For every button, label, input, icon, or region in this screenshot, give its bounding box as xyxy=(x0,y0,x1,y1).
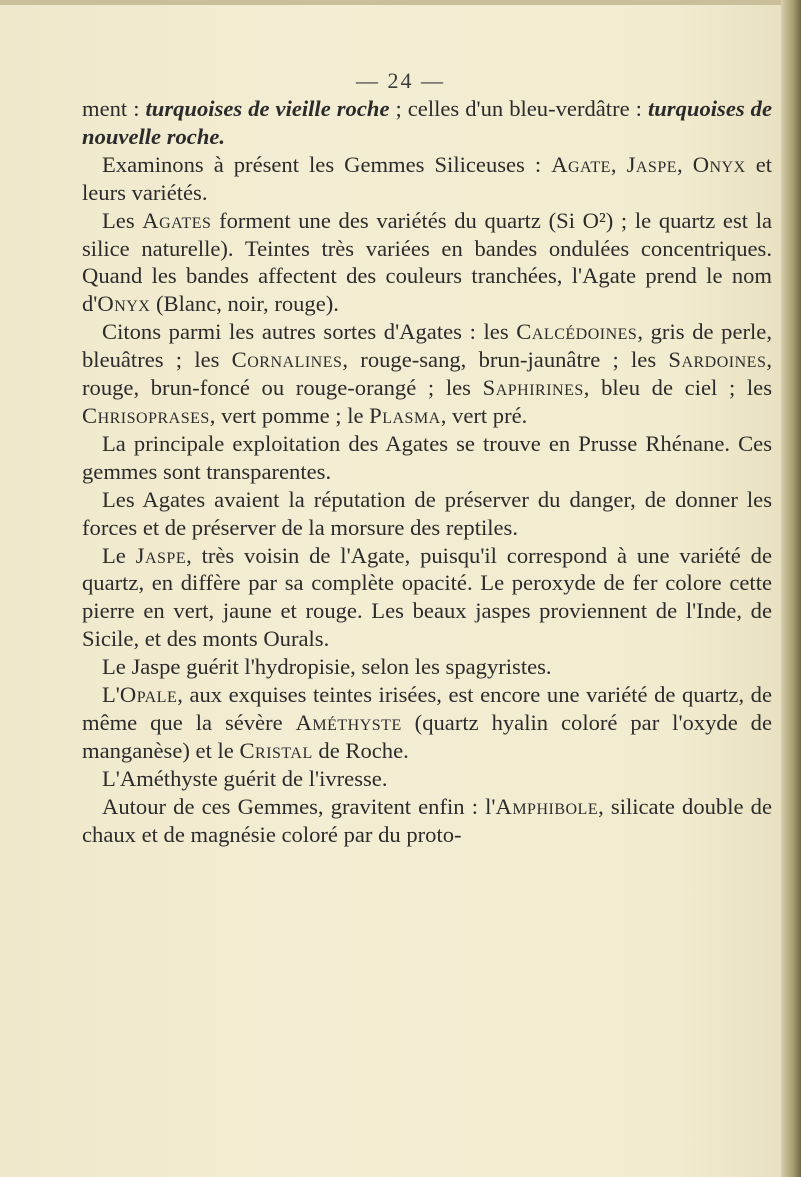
small-caps-term: Plasma xyxy=(369,402,441,428)
text-run: Le Jaspe guérit l'hydropisie, selon les spagyristes. xyxy=(102,654,552,680)
text-run: forment une des variétés du quartz (Si O²) ; le quartz est la silice naturelle). Teintes très variées en bandes ondulées concentriques. Quand les bandes affectent des couleurs tranchées, l'Agate prend le nom d' xyxy=(82,207,773,317)
paragraph xyxy=(82,207,772,319)
paragraph xyxy=(82,765,772,793)
text-run: , bleu de ciel ; les xyxy=(583,375,772,401)
text-run: Le xyxy=(102,542,136,568)
small-caps-term: Cristal xyxy=(239,737,313,763)
small-caps-term: Cornalines xyxy=(231,347,343,373)
text-run: , très voisin de l'Agate, puisqu'il correspond à une variété de quartz, en diffère par sa complète opacité. Le peroxyde de fer colore cette pierre en vert, jaune et rouge. Les beaux jaspes proviennent de l'Inde, de Sicile, et des monts Ourals. xyxy=(82,542,772,652)
text-run: La principale exploitation des Agates se trouve en Prusse Rhénane. Ces gemmes sont transparentes. xyxy=(82,430,772,484)
body-text xyxy=(82,95,772,848)
small-caps-term: Opale xyxy=(119,682,178,708)
text-run: (Blanc, noir, rouge). xyxy=(150,291,339,317)
paragraph xyxy=(82,681,772,765)
text-run: Autour de ces Gemmes, gravitent enfin : l' xyxy=(102,793,496,819)
paragraph xyxy=(82,430,772,486)
paragraph xyxy=(82,486,772,542)
text-run: et leurs variétés. xyxy=(82,151,773,205)
small-caps-term: Amphibole xyxy=(495,793,599,819)
paragraph xyxy=(82,95,772,151)
small-caps-term: Saphirines xyxy=(482,375,584,401)
text-run: L'Améthyste guérit de l'ivresse. xyxy=(102,765,388,791)
small-caps-term: Onyx xyxy=(97,291,151,317)
text-run: Les xyxy=(102,207,143,233)
paragraph xyxy=(82,793,772,849)
text-run: , rouge-sang, brun-jaunâtre ; les xyxy=(342,347,669,373)
paragraph xyxy=(82,151,772,207)
text-run: , rouge, brun-foncé ou rouge-orangé ; les xyxy=(82,347,773,401)
small-caps-term: Onyx xyxy=(692,151,746,177)
page-number: — 24 — xyxy=(356,68,445,93)
text-run: ment : xyxy=(82,96,146,121)
small-caps-term: Améthyste xyxy=(295,709,402,735)
small-caps-term: Chrisoprases xyxy=(82,402,210,428)
text-run: , vert pomme ; le xyxy=(209,402,370,428)
text-run: , silicate double de chaux et de magnésie coloré par du proto- xyxy=(82,793,772,847)
text-run: de Roche. xyxy=(312,737,409,763)
text-run: , xyxy=(677,151,693,177)
text-run: , gris de perle, bleuâtres ; les xyxy=(82,319,772,373)
small-caps-term: Calcédoines xyxy=(516,319,638,345)
small-caps-term: Jaspe xyxy=(626,151,677,177)
italic-phrase: turquoises de vieille roche xyxy=(145,96,390,121)
text-run: , aux exquises teintes irisées, est encore une variété de quartz, de même que la sévère xyxy=(82,682,772,735)
page-top-edge xyxy=(0,0,801,5)
text-run: Citons parmi les autres sortes d'Agates : les xyxy=(102,319,517,345)
italic-phrase: turquoises de nouvelle roche. xyxy=(82,96,772,149)
small-caps-term: Sardoines xyxy=(668,347,767,373)
text-run: Les Agates avaient la réputation de préserver du danger, de donner les forces et de préserver de la morsure des reptiles. xyxy=(82,486,772,540)
text-run: Examinons à présent les Gemmes Siliceuses : xyxy=(102,151,552,177)
text-run: , xyxy=(610,151,627,177)
paragraph xyxy=(82,653,772,681)
text-run: ; celles d'un bleu-verdâtre : xyxy=(389,96,648,121)
small-caps-term: Agates xyxy=(142,207,212,233)
page-binding-edge xyxy=(781,0,801,1177)
text-run: L' xyxy=(102,682,120,708)
small-caps-term: Jaspe xyxy=(135,542,187,568)
text-run: (quartz hyalin coloré par l'oxyde de manganèse) et le xyxy=(82,709,772,763)
small-caps-term: Agate xyxy=(551,151,611,177)
paragraph xyxy=(82,318,772,430)
text-run: , vert pré. xyxy=(440,402,528,428)
paragraph xyxy=(82,542,772,654)
